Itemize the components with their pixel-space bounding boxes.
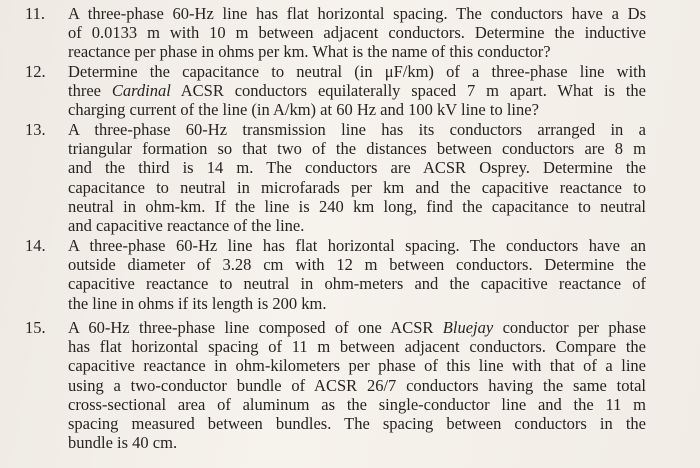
problem-number: 14. bbox=[25, 236, 46, 255]
text-line: has flat horizontal spacing of 11 m between adjacent conductors. Compare the bbox=[68, 337, 646, 357]
text-line: and capacitive reactance of the line. bbox=[68, 216, 305, 236]
text-line: charging current of the line (in A/km) at 60 Hz and 100 kV line to line? bbox=[68, 100, 539, 120]
text-line: neutral in ohm-km. If the line is 240 km long, find the capacitance to neutral bbox=[68, 196, 646, 216]
problem-text bbox=[68, 318, 646, 452]
problem-number: 13. bbox=[25, 120, 46, 139]
text-line: and the third is 14 m. The conductors are ACSR Osprey. Determine the bbox=[68, 158, 646, 178]
problem-number: 15. bbox=[25, 318, 46, 337]
problem-text bbox=[68, 120, 646, 235]
text-line: three Cardinal ACSR conductors equilaterally spaced 7 m apart. What is the bbox=[68, 81, 646, 101]
text-line: of 0.0133 m with 10 m between adjacent conductors. Determine the inductive bbox=[68, 23, 646, 43]
text-line: spacing measured between bundles. The spacing between conductors in the bbox=[68, 414, 646, 434]
text-line: capacitive reactance to neutral in ohm-meters and the capacitive reactance of bbox=[68, 274, 646, 294]
text-line: capacitive reactance in ohm-kilometers per phase of this line with that of a line bbox=[68, 356, 646, 376]
text-line: Determine the capacitance to neutral (in μF/km) of a three-phase line with bbox=[68, 62, 646, 81]
text-line: using a two-conductor bundle of ACSR 26/7 conductors having the same total bbox=[68, 375, 646, 395]
problem-text bbox=[68, 62, 646, 120]
problem-text bbox=[68, 236, 646, 313]
text-line: A 60-Hz three-phase line composed of one ACSR Bluejay conductor per phase bbox=[68, 318, 646, 337]
text-line: the line in ohms if its length is 200 km. bbox=[68, 293, 327, 313]
text-line: cross-sectional area of aluminum as the single-conductor line and the 11 m bbox=[68, 394, 646, 414]
text-line: outside diameter of 3.28 cm with 12 m between conductors. Determine the bbox=[68, 255, 646, 275]
text-line: A three-phase 60-Hz transmission line has its conductors arranged in a bbox=[68, 120, 646, 139]
problem-text bbox=[68, 4, 646, 62]
text-line: bundle is 40 cm. bbox=[68, 433, 178, 453]
text-line: triangular formation so that two of the distances between conductors are 8 m bbox=[68, 139, 646, 159]
text-line: A three-phase 60-Hz line has flat horizontal spacing. The conductors have an bbox=[68, 236, 646, 255]
text-line: A three-phase 60-Hz line has flat horizontal spacing. The conductors have a Ds bbox=[68, 4, 646, 23]
text-line: capacitance to neutral in microfarads per km and the capacitive reactance to bbox=[68, 177, 646, 197]
problem-number: 11. bbox=[25, 4, 46, 23]
problem-number: 12. bbox=[25, 62, 46, 81]
text-line: reactance per phase in ohms per km. What is the name of this conductor? bbox=[68, 42, 551, 62]
